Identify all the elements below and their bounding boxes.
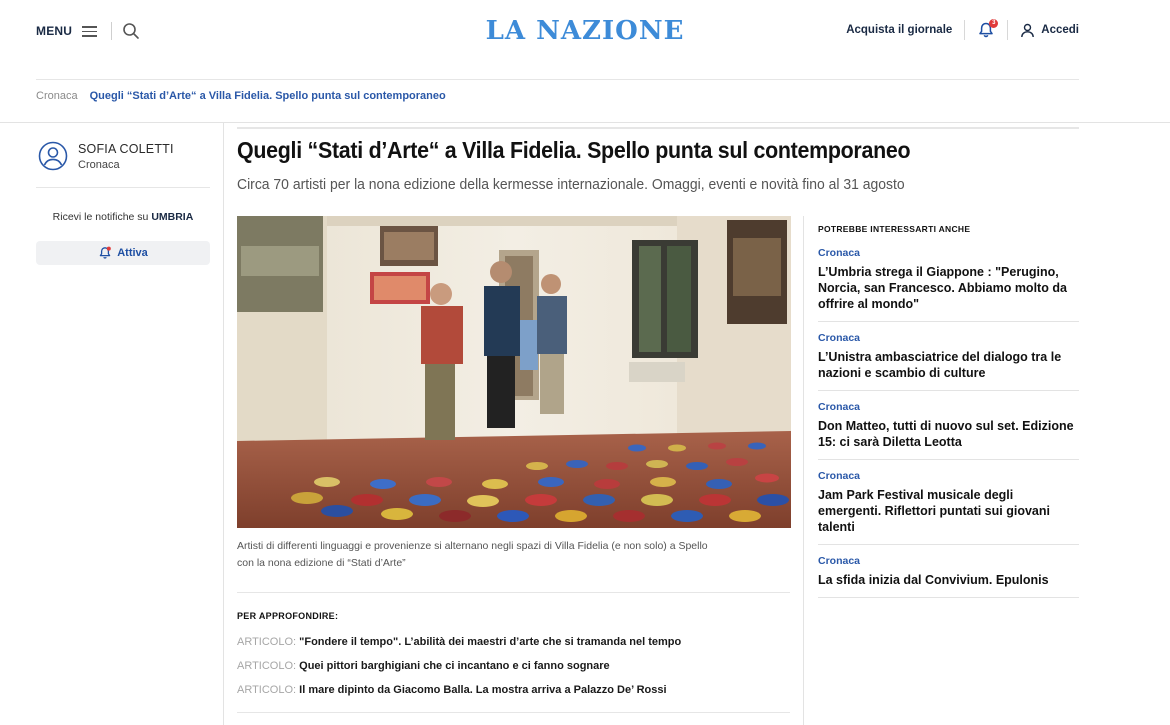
caption-line-2: con la nona edizione di “Stati d’Arte”: [237, 557, 406, 569]
article-photo: [237, 216, 791, 528]
related-article-link[interactable]: [237, 678, 681, 702]
recommended-item-section[interactable]: Cronaca: [818, 555, 861, 567]
recommended-title: POTREBBE INTERESSARTI ANCHE: [818, 224, 971, 234]
author-name[interactable]: SOFIA COLETTI: [78, 141, 174, 156]
divider: [1007, 20, 1008, 40]
notification-prompt-text: Ricevi le notifiche su: [52, 211, 149, 223]
author-block[interactable]: [38, 141, 174, 171]
photo-caption: [237, 538, 797, 572]
activate-label: Attiva: [117, 247, 148, 259]
recommended-item-section[interactable]: Cronaca: [818, 470, 861, 482]
login-label: Accedi: [1041, 24, 1079, 36]
article-title: Quegli “Stati d’Arte“ a Villa Fidelia. Spello punta sul contemporaneo: [237, 137, 911, 163]
related-article-tag: ARTICOLO:: [237, 636, 297, 648]
login-button[interactable]: [1020, 23, 1079, 38]
title-divider: [237, 127, 1079, 129]
related-article-tag: ARTICOLO:: [237, 660, 297, 672]
notifications-button[interactable]: [977, 21, 995, 39]
recommended-item-headline[interactable]: L’Unistra ambasciatrice del dialogo tra le nazioni e scambio di culture: [818, 350, 1062, 380]
recommended-item[interactable]: [818, 391, 1079, 460]
related-article-title[interactable]: Quei pittori barghigiani che ci incantano e ci fanno sognare: [299, 660, 610, 672]
breadcrumb-section-link[interactable]: Cronaca: [36, 90, 78, 102]
recommended-item[interactable]: [818, 322, 1079, 391]
breadcrumb: [36, 90, 446, 102]
recommended-item-section[interactable]: Cronaca: [818, 401, 861, 413]
bell-icon: [98, 246, 112, 260]
sidebar-divider: [223, 122, 224, 725]
buy-newspaper-link[interactable]: Acquista il giornale: [846, 24, 953, 36]
user-icon: [1020, 23, 1035, 38]
related-articles-title: PER APPROFONDIRE:: [237, 611, 339, 621]
related-article-title[interactable]: "Fondere il tempo". L’abilità dei maestri d’arte che si tramanda nel tempo: [299, 636, 682, 648]
recommended-item[interactable]: [818, 545, 1079, 598]
aside-divider: [803, 216, 804, 725]
recommended-item-headline[interactable]: L’Umbria stregа il Giappone : "Perugino, Norcia, san Francesco. Abbiamo molto da offrire al mondo": [818, 265, 1067, 311]
related-article-link[interactable]: [237, 630, 681, 654]
author-avatar-icon: [38, 141, 68, 171]
recommended-item-section[interactable]: Cronaca: [818, 247, 861, 259]
recommended-item-section[interactable]: Cronaca: [818, 332, 861, 344]
related-article-tag: ARTICOLO:: [237, 684, 297, 696]
recommended-panel: [818, 224, 1079, 598]
article-subtitle: Circa 70 artisti per la nona edizione della kermesse internazionale. Omaggi, eventi e novità fino al 31 agosto: [237, 176, 905, 193]
recommended-item-headline[interactable]: Jam Park Festival musicale degli emergenti. Riflettori puntati sui giovani talenti: [818, 488, 1050, 534]
site-header: [0, 0, 1170, 66]
page-divider: [0, 122, 1170, 123]
site-logo[interactable]: LA NAZIONE: [485, 16, 685, 46]
caption-divider: [237, 592, 790, 593]
gallery-photo-illustration: [237, 216, 791, 528]
header-actions: [846, 20, 1079, 40]
author-section: Cronaca: [78, 158, 120, 171]
recommended-item[interactable]: [818, 234, 1079, 322]
recommended-item[interactable]: [818, 460, 1079, 545]
sidebar-divider-line: [36, 187, 210, 188]
related-article-link[interactable]: [237, 654, 681, 678]
caption-line-1: Artisti di differenti linguaggi e provenienze si alternano negli spazi di Villa Fidelia (e non solo) a Spello: [237, 540, 708, 552]
author-text: [78, 142, 174, 171]
breadcrumb-current[interactable]: Quegli “Stati d’Arte“ a Villa Fidelia. Spello punta sul contemporaneo: [89, 90, 446, 102]
recommended-item-headline[interactable]: La sfida inizia dal Convivium. Epulonis: [818, 573, 1049, 587]
related-divider: [237, 712, 790, 713]
related-articles-list: [237, 630, 681, 702]
notification-count-badge: 3: [989, 19, 998, 28]
activate-notifications-button[interactable]: [36, 241, 210, 265]
menu-label: MENU: [36, 24, 73, 38]
divider: [964, 20, 965, 40]
related-article-title[interactable]: Il mare dipinto da Giacomo Balla. La mostra arriva a Palazzo De’ Rossi: [299, 684, 667, 696]
notification-region: UMBRIA: [151, 211, 194, 223]
header-divider: [36, 79, 1079, 80]
notification-prompt: [36, 211, 210, 223]
recommended-item-headline[interactable]: Don Matteo, tutti di nuovo sul set. Edizione 15: ci sarà Diletta Leotta: [818, 419, 1074, 449]
